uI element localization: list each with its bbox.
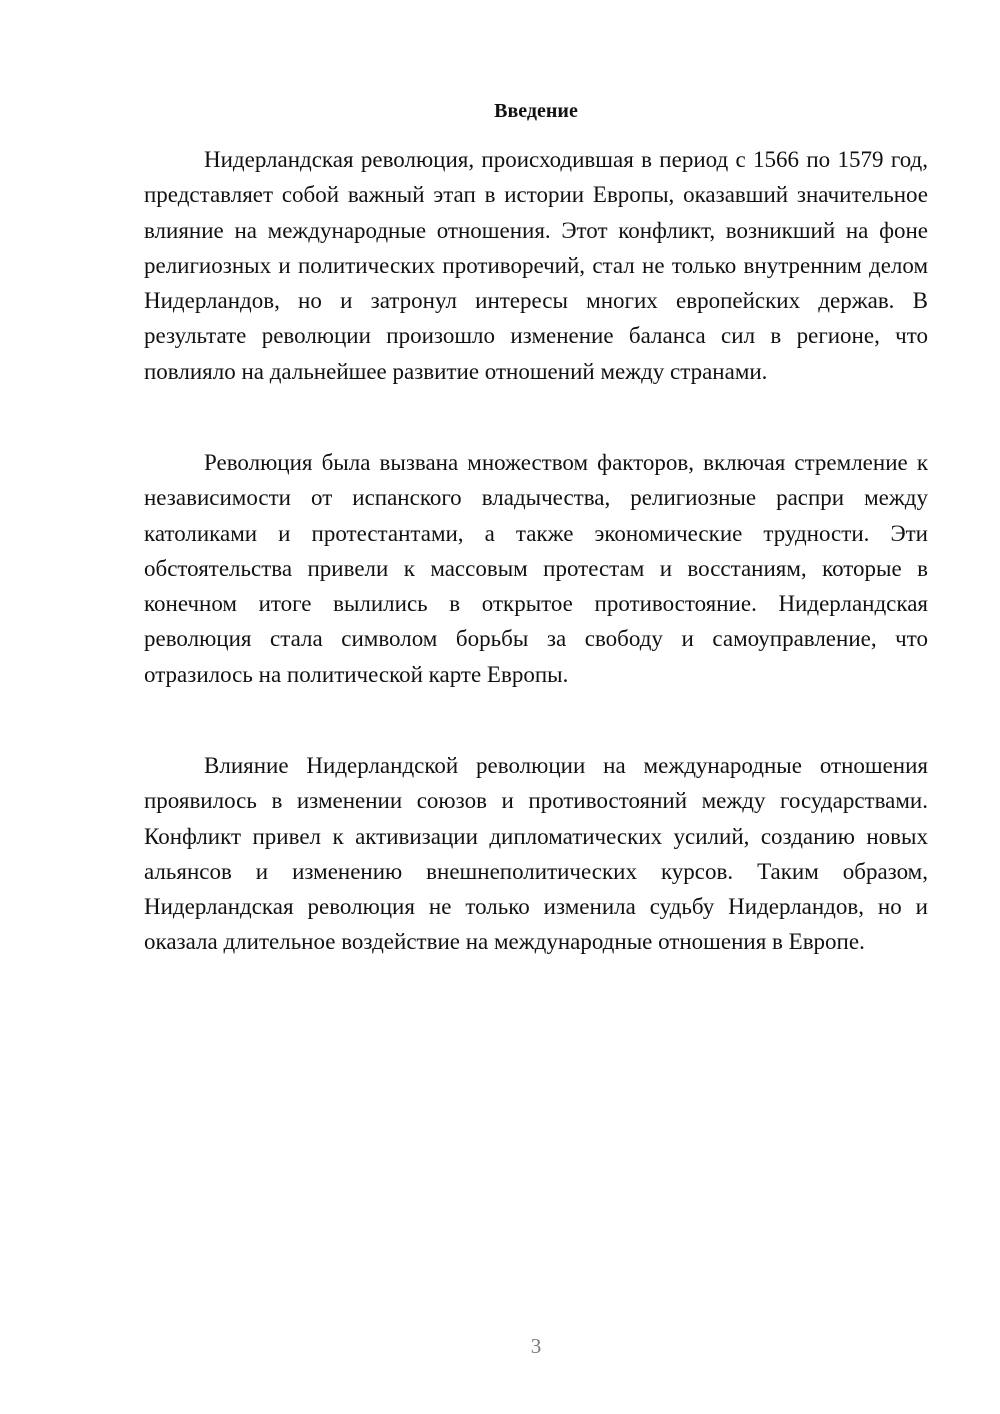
paragraph-1: Нидерландская революция, происходившая в период с 1566 по 1579 год, представляет собой важный этап в истории Европы, оказавший значительное влияние на международные отношения. Этот конфликт, возникший на фоне религиозных и политических противоречий, стал не только внутренним делом Нидерландов, но и затронул интересы многих европейских держав. В результате революции произошло изменение баланса сил в регионе, что повлияло на дальнейшее развитие отношений между странами. [144,147,928,384]
paragraph-2: Революция была вызвана множеством факторов, включая стремление к независимости от испанского владычества, религиозные распри между католиками и протестантами, а также экономические трудности. Эти обстоятельства привели к массовым протестам и восстаниям, которые в конечном итоге вылились в открытое противостояние. Нидерландская революция стала символом борьбы за свободу и самоуправление, что отразилось на политической карте Европы. [144,450,928,687]
paragraph-3: Влияние Нидерландской революции на международные отношения проявилось в изменении союзов и противостояний между государствами. Конфликт привел к активизации дипломатических усилий, созданию новых альянсов и изменению внешнеполитических курсов. Таким образом, Нидерландская революция не только изменила судьбу Нидерландов, но и оказала длительное воздействие на международные отношения в Европе. [144,753,928,955]
page-number: 3 [530,1334,542,1358]
section-heading: Введение [494,100,578,122]
